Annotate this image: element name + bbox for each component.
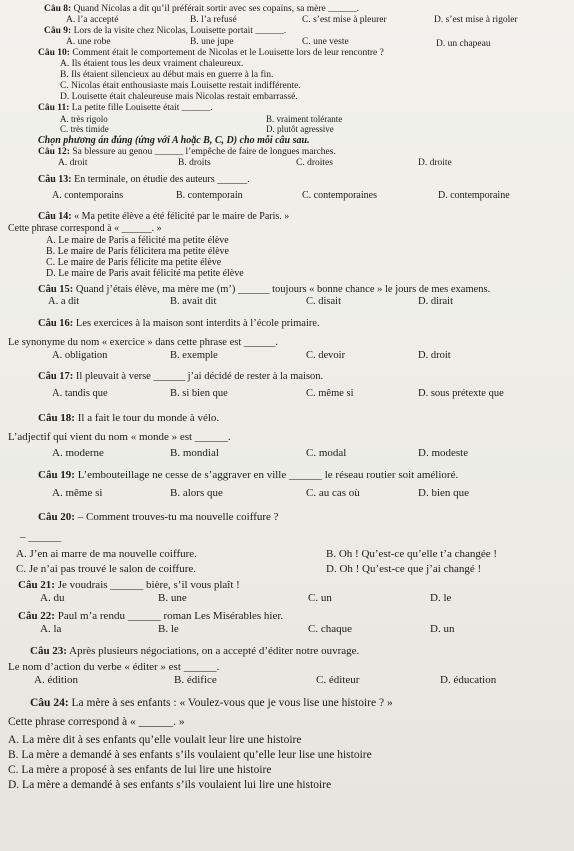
section-instruction: Chọn phương án đúng (ứng với A hoặc B, C, D) cho mỗi câu sau.: [38, 135, 310, 146]
question-9: [44, 26, 568, 48]
question-text: Comment était le comportement de Nicolas et le Louisette lors de leur rencontre ?: [72, 48, 384, 58]
question-text: La petite fille Louisette était ______.: [71, 103, 213, 113]
question-17: [38, 370, 568, 402]
question-text: Paul m’a rendu ______ roman Les Misérables hier.: [57, 610, 284, 622]
question-number: Câu 20:: [38, 511, 75, 523]
question-number: Câu 22:: [18, 610, 55, 622]
option-b[interactable]: B. le: [158, 623, 179, 635]
option-c[interactable]: C. contemporaines: [302, 190, 377, 201]
question-prompt: – ______: [20, 531, 62, 543]
question-20: [8, 510, 568, 578]
option-b[interactable]: B. alors que: [170, 487, 223, 499]
question-number: Câu 15:: [38, 284, 74, 295]
option-d[interactable]: D. le: [430, 592, 452, 604]
option-c[interactable]: C. disait: [306, 296, 342, 307]
option-d[interactable]: D. dirait: [418, 296, 453, 307]
question-19: [38, 468, 568, 501]
question-number: Câu 12:: [38, 147, 70, 157]
question-text: Il a fait le tour du monde à vélo.: [77, 412, 220, 424]
question-number: Câu 13:: [38, 174, 72, 185]
option-d[interactable]: D. droite: [418, 158, 452, 168]
option-b[interactable]: B. droits: [178, 158, 211, 168]
question-number: Câu 24:: [30, 697, 69, 709]
question-text: Les exercices à la maison sont interdits à l’école primaire.: [75, 318, 320, 329]
option-b[interactable]: B. si bien que: [170, 388, 228, 399]
question-number: Câu 9:: [44, 26, 72, 36]
question-number: Câu 19:: [38, 469, 75, 481]
option-b[interactable]: B. Le maire de Paris félicitera ma petite élève: [46, 246, 229, 257]
option-d[interactable]: D. Le maire de Paris avait félicité ma petite élève: [46, 268, 244, 279]
question-number: Câu 10:: [38, 48, 70, 58]
option-a[interactable]: A. Ils étaient tous les deux vraiment chaleureux.: [60, 59, 244, 69]
question-12: [38, 147, 568, 170]
question-text: « Ma petite élève a été félicité par le maire de Paris. »: [74, 211, 290, 222]
question-10: [38, 48, 568, 103]
option-c[interactable]: C. La mère a proposé à ses enfants de lui lire une histoire: [8, 764, 272, 776]
question-number: Câu 11:: [38, 103, 70, 113]
question-text: Après plusieurs négociations, on a accepté d’éditer notre ouvrage.: [69, 645, 360, 657]
option-c[interactable]: C. éditeur: [316, 674, 360, 686]
option-c[interactable]: C. au cas où: [306, 487, 360, 499]
option-c[interactable]: C. un: [308, 592, 332, 604]
question-23: [8, 644, 568, 689]
option-a[interactable]: A. moderne: [52, 447, 104, 459]
option-d[interactable]: D. La mère a demandé à ses enfants s’ils voulaient lui lire une histoire: [8, 779, 332, 791]
option-a[interactable]: A. du: [40, 592, 65, 604]
question-prompt: Cette phrase correspond à « ______. »: [8, 716, 185, 728]
option-d[interactable]: D. un chapeau: [436, 39, 491, 49]
question-text: Sa blessure au genou ______ l’empêche de faire de longues marches.: [72, 147, 336, 157]
option-a[interactable]: A. édition: [34, 674, 78, 686]
question-prompt: Le synonyme du nom « exercice » dans cette phrase est ______.: [8, 337, 279, 348]
question-text: En terminale, on étudie des auteurs ______.: [74, 174, 250, 185]
option-a[interactable]: A. droit: [58, 158, 88, 168]
option-c[interactable]: C. une veste: [302, 37, 349, 47]
option-a[interactable]: A. l’a accepté: [66, 15, 119, 25]
option-a[interactable]: A. Le maire de Paris a félicité ma petite élève: [46, 235, 229, 246]
option-a[interactable]: A. J’en ai marre de ma nouvelle coiffure.: [16, 548, 197, 560]
question-24: [8, 696, 568, 793]
question-16: [8, 317, 568, 364]
question-text: L’embouteillage ne cesse de s’aggraver en ville ______ le réseau routier soit amélioré.: [77, 469, 459, 481]
question-number: Câu 21:: [18, 579, 55, 591]
question-text: Quand j’étais élève, ma mère me (m’) ______ toujours « bonne chance » le jours de mes examens.: [75, 284, 491, 295]
option-b[interactable]: B. contemporain: [176, 190, 243, 201]
option-c[interactable]: C. droites: [296, 158, 333, 168]
question-text: – Comment trouves-tu ma nouvelle coiffure ?: [77, 511, 279, 523]
question-number: Câu 18:: [38, 412, 75, 424]
option-b[interactable]: B. une: [158, 592, 187, 604]
option-c[interactable]: C. chaque: [308, 623, 352, 635]
question-text: Je voudrais ______ bière, s’il vous plaît !: [57, 579, 240, 591]
option-c[interactable]: C. devoir: [306, 350, 346, 361]
question-18: [8, 411, 568, 461]
question-number: Câu 23:: [30, 645, 67, 657]
option-b[interactable]: B. exemple: [170, 350, 218, 361]
question-prompt: Cette phrase correspond à « ______. »: [8, 223, 162, 234]
option-d[interactable]: D. plutôt agressive: [266, 124, 334, 134]
option-a[interactable]: A. a dit: [48, 296, 80, 307]
question-text: La mère à ses enfants : « Voulez-vous que je vous lise une histoire ? »: [71, 697, 393, 709]
question-text: Il pleuvait à verse ______ j’ai décidé de rester à la maison.: [75, 371, 324, 382]
option-a[interactable]: A. très rigolo: [60, 114, 108, 124]
option-d[interactable]: D. éducation: [440, 674, 497, 686]
option-b[interactable]: B. édifice: [174, 674, 217, 686]
question-8: [44, 4, 568, 26]
option-b[interactable]: B. avait dit: [170, 296, 217, 307]
option-d[interactable]: D. droit: [418, 350, 451, 361]
option-b[interactable]: B. mondial: [170, 447, 219, 459]
option-d[interactable]: D. s’est mise à rigoler: [434, 15, 518, 25]
question-prompt: Le nom d’action du verbe « éditer » est ______.: [8, 661, 220, 673]
option-c[interactable]: C. Je n’ai pas trouvé le salon de coiffure.: [16, 563, 197, 575]
option-b[interactable]: B. l’a refusé: [190, 15, 237, 25]
option-a[interactable]: A. une robe: [66, 37, 111, 47]
option-d[interactable]: D. modeste: [418, 447, 469, 459]
option-b[interactable]: B. vraiment tolérante: [266, 114, 343, 124]
option-d[interactable]: D. bien que: [418, 487, 470, 499]
question-number: Câu 16:: [38, 318, 74, 329]
option-a[interactable]: A. La mère dit à ses enfants qu’elle voulait leur lire une histoire: [8, 734, 302, 746]
question-21: [18, 578, 568, 607]
option-b[interactable]: B. Ils étaient silencieux au début mais en guerre à la fin.: [60, 70, 274, 80]
option-a[interactable]: A. contemporains: [52, 190, 124, 201]
question-22: [18, 609, 568, 638]
question-number: Câu 8:: [44, 4, 72, 14]
question-number: Câu 14:: [38, 211, 72, 222]
option-a[interactable]: A. obligation: [52, 350, 108, 361]
option-b[interactable]: B. Oh ! Qu’est-ce qu’elle t’a changée !: [326, 548, 498, 560]
question-prompt: L’adjectif qui vient du nom « monde » est ______.: [8, 431, 231, 443]
option-d[interactable]: D. Oh ! Qu’est-ce que j’ai changé !: [326, 563, 482, 575]
option-c[interactable]: C. modal: [306, 447, 347, 459]
option-c[interactable]: C. Le maire de Paris félicite ma petite élève: [46, 257, 222, 268]
option-b[interactable]: B. une jupe: [190, 37, 234, 47]
question-11: [38, 103, 568, 135]
option-d[interactable]: D. Louisette était chaleureuse mais Nicolas restait embarrassé.: [60, 92, 298, 102]
question-13: [38, 174, 568, 203]
question-14: [8, 211, 568, 279]
option-c[interactable]: C. s’est mise à pleurer: [302, 15, 387, 25]
option-d[interactable]: D. un: [430, 623, 455, 635]
option-a[interactable]: A. la: [40, 623, 62, 635]
question-text: Lors de la visite chez Nicolas, Louisette portait ______.: [73, 26, 287, 36]
option-c[interactable]: C. très timide: [60, 124, 109, 134]
question-15: [38, 283, 568, 309]
option-a[interactable]: A. même si: [52, 487, 103, 499]
question-number: Câu 17:: [38, 371, 74, 382]
option-d[interactable]: D. sous prétexte que: [418, 388, 504, 399]
option-d[interactable]: D. contemporaine: [438, 190, 510, 201]
option-a[interactable]: A. tandis que: [52, 388, 108, 399]
option-c[interactable]: C. Nicolas était enthousiaste mais Louisette restait indifférente.: [60, 81, 301, 91]
option-b[interactable]: B. La mère a demandé à ses enfants s’ils voulaient qu’elle leur lise une histoire: [8, 749, 372, 761]
option-c[interactable]: C. même si: [306, 388, 354, 399]
question-text: Quand Nicolas a dit qu’il préférait sortir avec ses copains, sa mère ______.: [73, 4, 359, 14]
